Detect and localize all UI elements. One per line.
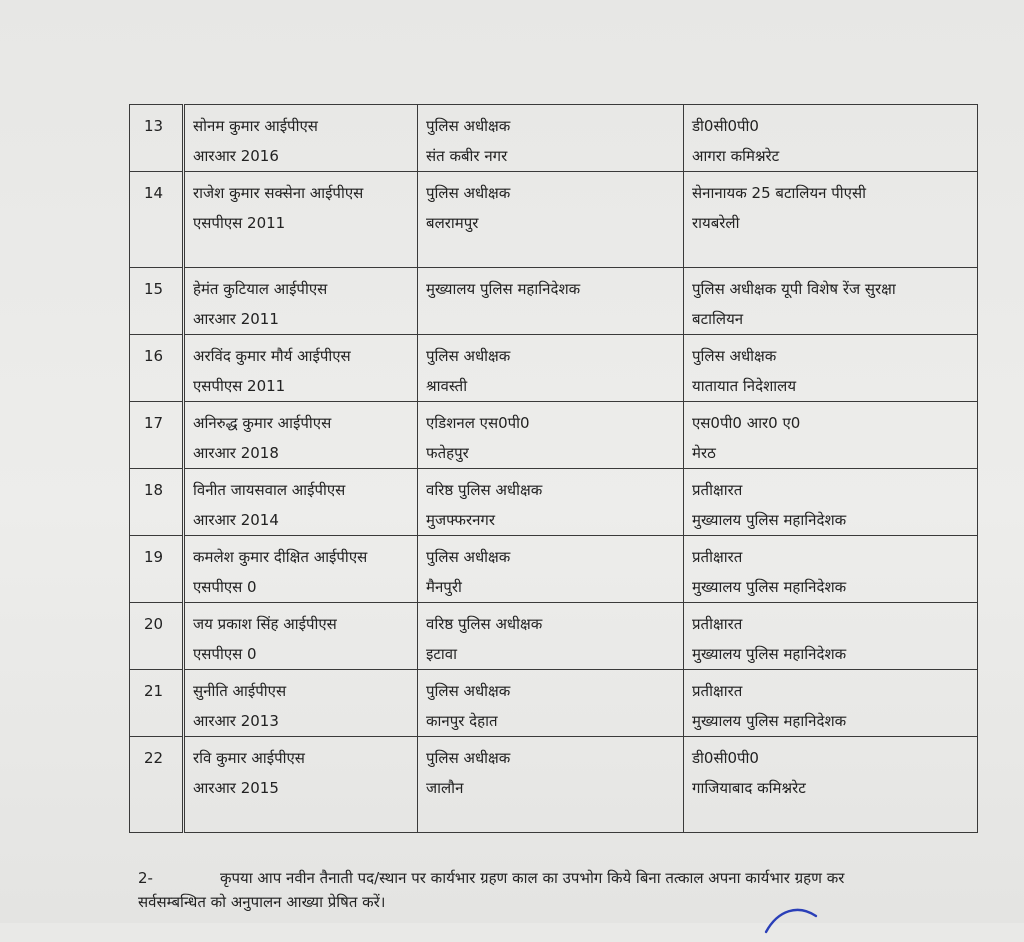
serial-number: 17 [130,402,184,469]
current-place: मैनपुरी [426,578,462,596]
current-post: वरिष्ठ पुलिस अधीक्षक [426,481,543,499]
table-row [130,670,978,737]
new-post-cell [684,670,978,737]
current-place: जालौन [426,779,464,797]
new-post: पुलिस अधीक्षक यूपी विशेष रेंज सुरक्षा [692,280,896,298]
officer-batch: आरआर 2011 [193,310,279,328]
table-row [130,737,978,833]
new-post-cell [684,737,978,833]
new-place: मुख्यालय पुलिस महानिदेशक [692,645,847,663]
officer-batch: आरआर 2018 [193,444,279,462]
new-post-cell [684,105,978,172]
current-post: पुलिस अधीक्षक [426,184,511,202]
officer-batch: एसपीएस 2011 [193,214,286,232]
serial-number: 15 [130,268,184,335]
new-place: रायबरेली [692,214,740,232]
new-post-cell [684,603,978,670]
new-post-cell [684,268,978,335]
new-post: प्रतीक्षारत [692,682,743,700]
instruction-text-2: सर्वसम्बन्धित को अनुपालन आख्या प्रेषित करें। [138,893,386,911]
officer-batch: एसपीएस 0 [193,645,257,663]
current-post: पुलिस अधीक्षक [426,347,511,365]
new-post: एस0पी0 आर0 ए0 [692,414,801,432]
serial-number: 19 [130,536,184,603]
officer-batch: एसपीएस 2011 [193,377,286,395]
current-post-cell [418,469,684,536]
table-row [130,268,978,335]
officer-name: कमलेश कुमार दीक्षित आईपीएस [193,548,368,566]
current-post-cell [418,105,684,172]
current-place: इटावा [426,645,458,663]
signature-mark [762,902,822,942]
new-post: पुलिस अधीक्षक [692,347,777,365]
new-post: डी0सी0पी0 [692,117,759,135]
serial-number: 16 [130,335,184,402]
new-place: मुख्यालय पुलिस महानिदेशक [692,578,847,596]
serial-number: 13 [130,105,184,172]
officer-batch: आरआर 2013 [193,712,279,730]
officer-name: अनिरुद्ध कुमार आईपीएस [193,414,332,432]
officer-name: जय प्रकाश सिंह आईपीएस [193,615,337,633]
current-post-cell [418,172,684,268]
current-post: पुलिस अधीक्षक [426,117,511,135]
current-post: पुलिस अधीक्षक [426,682,511,700]
officer-name: रवि कुमार आईपीएस [193,749,305,767]
officer-name: सोनम कुमार आईपीएस [193,117,318,135]
officer-name-cell [184,536,418,603]
officer-name-cell [184,105,418,172]
table-row [130,335,978,402]
new-post: प्रतीक्षारत [692,481,743,499]
officer-name-cell [184,402,418,469]
new-place: मुख्यालय पुलिस महानिदेशक [692,511,847,529]
new-post: डी0सी0पी0 [692,749,759,767]
new-post-cell [684,172,978,268]
officer-name: राजेश कुमार सक्सेना आईपीएस [193,184,364,202]
new-post: सेनानायक 25 बटालियन पीएसी [692,184,866,202]
table-row [130,172,978,268]
new-post-cell [684,469,978,536]
table-row [130,402,978,469]
current-post: मुख्यालय पुलिस महानिदेशक [426,280,581,298]
officer-batch: एसपीएस 0 [193,578,257,596]
new-place: बटालियन [692,310,744,328]
new-place: मेरठ [692,444,716,462]
officer-name-cell [184,737,418,833]
officer-name: विनीत जायसवाल आईपीएस [193,481,346,499]
current-place: श्रावस्ती [426,377,468,395]
new-post-cell [684,536,978,603]
officer-batch: आरआर 2015 [193,779,279,797]
officer-batch: आरआर 2014 [193,511,279,529]
officer-name-cell [184,670,418,737]
current-place: बलरामपुर [426,214,479,232]
table-row [130,105,978,172]
officer-batch: आरआर 2016 [193,147,279,165]
current-place: संत कबीर नगर [426,147,508,165]
transfer-table [129,104,978,833]
current-post-cell [418,670,684,737]
current-place: फतेहपुर [426,444,469,462]
officer-name: सुनीति आईपीएस [193,682,287,700]
current-post-cell [418,737,684,833]
current-post: एडिशनल एस0पी0 [426,414,530,432]
current-post-cell [418,536,684,603]
new-post: प्रतीक्षारत [692,548,743,566]
serial-number: 22 [130,737,184,833]
new-place: आगरा कमिश्नरेट [692,147,780,165]
new-post: प्रतीक्षारत [692,615,743,633]
new-post-cell [684,335,978,402]
paragraph-number: 2- [138,869,153,887]
officer-name-cell [184,172,418,268]
serial-number: 14 [130,172,184,268]
table-row [130,536,978,603]
officer-name-cell [184,268,418,335]
officer-name-cell [184,469,418,536]
current-place: कानपुर देहात [426,712,498,730]
table-row [130,603,978,670]
officer-name-cell [184,603,418,670]
current-post-cell [418,402,684,469]
serial-number: 21 [130,670,184,737]
new-place: गाजियाबाद कमिश्नरेट [692,779,806,797]
current-post-cell [418,603,684,670]
new-place: मुख्यालय पुलिस महानिदेशक [692,712,847,730]
new-place: यातायात निदेशालय [692,377,797,395]
instruction-line-1 [138,866,998,890]
current-post: वरिष्ठ पुलिस अधीक्षक [426,615,543,633]
new-post-cell [684,402,978,469]
table-row [130,469,978,536]
current-post-cell [418,335,684,402]
serial-number: 20 [130,603,184,670]
officer-name: अरविंद कुमार मौर्य आईपीएस [193,347,351,365]
current-place: मुजफ्फरनगर [426,511,496,529]
officer-name-cell [184,335,418,402]
instruction-paragraph [138,866,998,914]
instruction-text-1: कृपया आप नवीन तैनाती पद/स्थान पर कार्यभार ग्रहण काल का उपभोग किये बिना तत्काल अपना कार्यभार ग्रहण कर [220,869,845,887]
current-post-cell [418,268,684,335]
current-post: पुलिस अधीक्षक [426,749,511,767]
officer-name: हेमंत कुटियाल आईपीएस [193,280,328,298]
current-post: पुलिस अधीक्षक [426,548,511,566]
serial-number: 18 [130,469,184,536]
